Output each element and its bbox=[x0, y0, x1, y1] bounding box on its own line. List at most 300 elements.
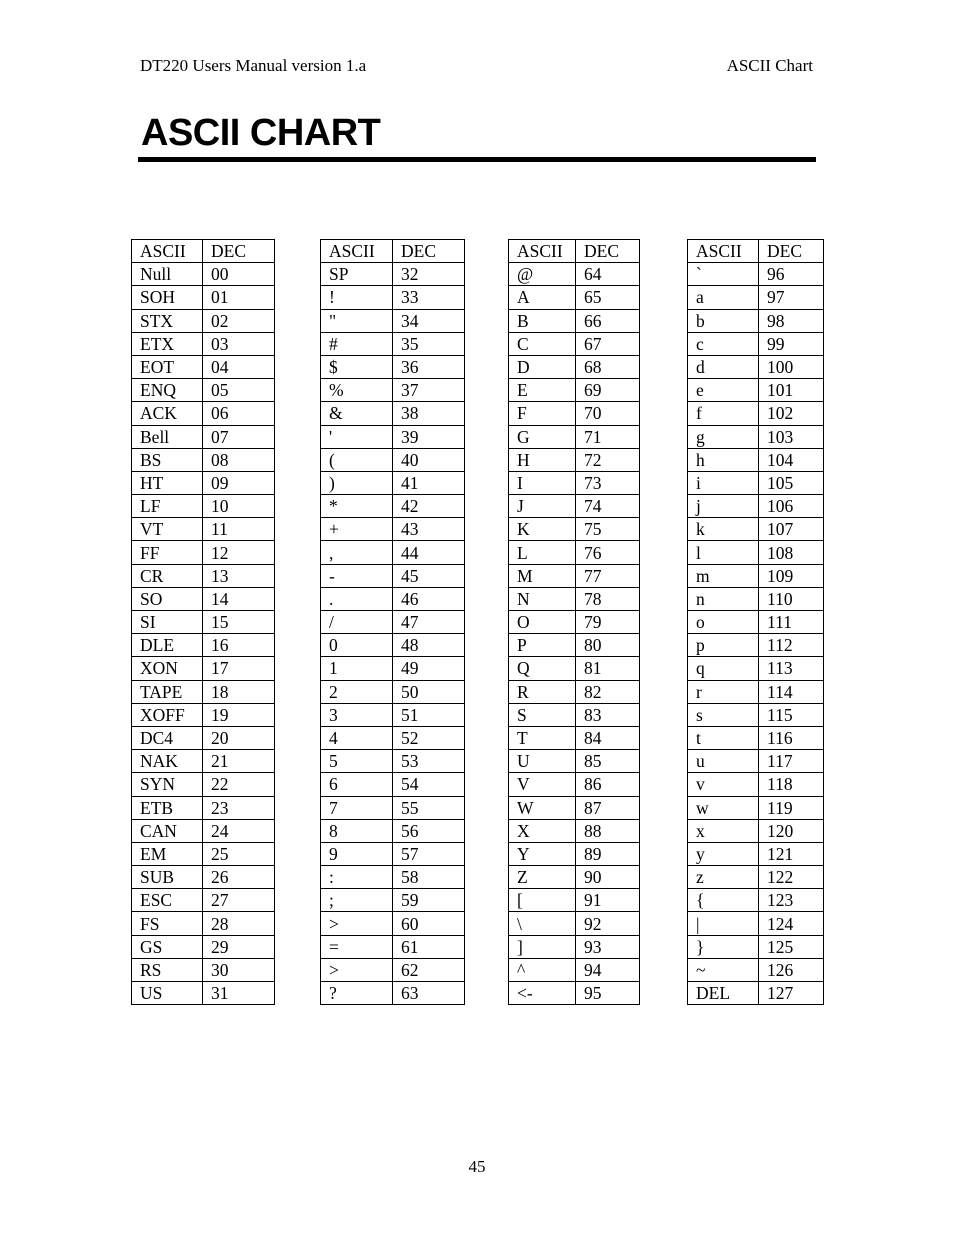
ascii-cell: U bbox=[509, 750, 576, 773]
table-row bbox=[132, 402, 275, 425]
table-row bbox=[132, 495, 275, 518]
table-row bbox=[321, 703, 465, 726]
table-row bbox=[688, 425, 824, 448]
table-row bbox=[688, 448, 824, 471]
ascii-cell: F bbox=[509, 402, 576, 425]
dec-cell: 100 bbox=[759, 355, 824, 378]
table-row bbox=[321, 402, 465, 425]
ascii-cell: } bbox=[688, 935, 759, 958]
dec-cell: 67 bbox=[576, 332, 640, 355]
table-row bbox=[509, 355, 640, 378]
dec-cell: 56 bbox=[393, 819, 465, 842]
ascii-table-4 bbox=[687, 239, 824, 1005]
dec-cell: 125 bbox=[759, 935, 824, 958]
ascii-table-3 bbox=[508, 239, 640, 1005]
dec-cell: 09 bbox=[203, 471, 275, 494]
table-row bbox=[509, 379, 640, 402]
dec-cell: 116 bbox=[759, 726, 824, 749]
dec-cell: 121 bbox=[759, 842, 824, 865]
table-row bbox=[509, 471, 640, 494]
dec-cell: 68 bbox=[576, 355, 640, 378]
ascii-cell: ( bbox=[321, 448, 393, 471]
ascii-cell: ETB bbox=[132, 796, 203, 819]
ascii-cell: M bbox=[509, 564, 576, 587]
table-row bbox=[509, 495, 640, 518]
dec-cell: 45 bbox=[393, 564, 465, 587]
table-row bbox=[509, 309, 640, 332]
ascii-cell: k bbox=[688, 518, 759, 541]
dec-cell: 34 bbox=[393, 309, 465, 332]
table-row bbox=[509, 958, 640, 981]
ascii-cell: & bbox=[321, 402, 393, 425]
table-row bbox=[321, 541, 465, 564]
ascii-cell: T bbox=[509, 726, 576, 749]
ascii-cell: DEL bbox=[688, 982, 759, 1005]
dec-cell: 53 bbox=[393, 750, 465, 773]
ascii-cell: O bbox=[509, 611, 576, 634]
ascii-cell: / bbox=[321, 611, 393, 634]
column-header-dec: DEC bbox=[393, 240, 465, 263]
table-row bbox=[132, 982, 275, 1005]
dec-cell: 30 bbox=[203, 958, 275, 981]
ascii-cell: j bbox=[688, 495, 759, 518]
table-row bbox=[132, 332, 275, 355]
ascii-cell: ~ bbox=[688, 958, 759, 981]
dec-cell: 46 bbox=[393, 587, 465, 610]
dec-cell: 82 bbox=[576, 680, 640, 703]
ascii-cell: g bbox=[688, 425, 759, 448]
table-row bbox=[132, 842, 275, 865]
column-header-ascii: ASCII bbox=[321, 240, 393, 263]
table-row bbox=[688, 402, 824, 425]
ascii-cell: 2 bbox=[321, 680, 393, 703]
dec-cell: 72 bbox=[576, 448, 640, 471]
dec-cell: 73 bbox=[576, 471, 640, 494]
dec-cell: 103 bbox=[759, 425, 824, 448]
dec-cell: 106 bbox=[759, 495, 824, 518]
table-row bbox=[509, 889, 640, 912]
ascii-cell: FF bbox=[132, 541, 203, 564]
dec-cell: 90 bbox=[576, 866, 640, 889]
ascii-cell: | bbox=[688, 912, 759, 935]
dec-cell: 35 bbox=[393, 332, 465, 355]
dec-cell: 43 bbox=[393, 518, 465, 541]
ascii-cell: " bbox=[321, 309, 393, 332]
dec-cell: 118 bbox=[759, 773, 824, 796]
dec-cell: 97 bbox=[759, 286, 824, 309]
ascii-cell: STX bbox=[132, 309, 203, 332]
dec-cell: 49 bbox=[393, 657, 465, 680]
dec-cell: 87 bbox=[576, 796, 640, 819]
ascii-cell: SYN bbox=[132, 773, 203, 796]
table-row bbox=[321, 982, 465, 1005]
dec-cell: 111 bbox=[759, 611, 824, 634]
table-row bbox=[509, 726, 640, 749]
dec-cell: 115 bbox=[759, 703, 824, 726]
dec-cell: 79 bbox=[576, 611, 640, 634]
dec-cell: 15 bbox=[203, 611, 275, 634]
ascii-cell: C bbox=[509, 332, 576, 355]
table-row bbox=[132, 471, 275, 494]
table-row bbox=[132, 355, 275, 378]
table-row bbox=[321, 958, 465, 981]
ascii-cell: . bbox=[321, 587, 393, 610]
dec-cell: 42 bbox=[393, 495, 465, 518]
ascii-cell: \ bbox=[509, 912, 576, 935]
column-header-dec: DEC bbox=[203, 240, 275, 263]
ascii-cell: ) bbox=[321, 471, 393, 494]
dec-cell: 60 bbox=[393, 912, 465, 935]
table-row bbox=[509, 680, 640, 703]
table-row bbox=[321, 564, 465, 587]
table-row bbox=[509, 332, 640, 355]
dec-cell: 50 bbox=[393, 680, 465, 703]
table-row bbox=[509, 587, 640, 610]
ascii-cell: N bbox=[509, 587, 576, 610]
table-row bbox=[132, 263, 275, 286]
table-row bbox=[688, 611, 824, 634]
ascii-cell: q bbox=[688, 657, 759, 680]
ascii-cell: Null bbox=[132, 263, 203, 286]
dec-cell: 18 bbox=[203, 680, 275, 703]
table-row bbox=[132, 448, 275, 471]
ascii-cell: u bbox=[688, 750, 759, 773]
ascii-cell: a bbox=[688, 286, 759, 309]
dec-cell: 19 bbox=[203, 703, 275, 726]
dec-cell: 25 bbox=[203, 842, 275, 865]
table-row bbox=[688, 309, 824, 332]
table-row bbox=[688, 634, 824, 657]
ascii-cell: Z bbox=[509, 866, 576, 889]
table-row bbox=[321, 448, 465, 471]
dec-cell: 123 bbox=[759, 889, 824, 912]
table-row bbox=[688, 773, 824, 796]
table-row bbox=[132, 819, 275, 842]
table-row bbox=[132, 889, 275, 912]
ascii-cell: ? bbox=[321, 982, 393, 1005]
ascii-cell: W bbox=[509, 796, 576, 819]
page-number: 45 bbox=[468, 1157, 486, 1176]
dec-cell: 65 bbox=[576, 286, 640, 309]
ascii-cell: o bbox=[688, 611, 759, 634]
ascii-cell: XOFF bbox=[132, 703, 203, 726]
table-row bbox=[321, 750, 465, 773]
dec-cell: 84 bbox=[576, 726, 640, 749]
dec-cell: 55 bbox=[393, 796, 465, 819]
table-row bbox=[688, 332, 824, 355]
dec-cell: 92 bbox=[576, 912, 640, 935]
ascii-cell: 0 bbox=[321, 634, 393, 657]
table-header-row bbox=[688, 240, 824, 263]
table-row bbox=[509, 842, 640, 865]
table-row bbox=[321, 611, 465, 634]
table-row bbox=[688, 518, 824, 541]
table-row bbox=[132, 935, 275, 958]
ascii-cell: ; bbox=[321, 889, 393, 912]
table-row bbox=[688, 982, 824, 1005]
dec-cell: 24 bbox=[203, 819, 275, 842]
ascii-cell: US bbox=[132, 982, 203, 1005]
dec-cell: 07 bbox=[203, 425, 275, 448]
ascii-cell: ! bbox=[321, 286, 393, 309]
table-row bbox=[509, 286, 640, 309]
dec-cell: 95 bbox=[576, 982, 640, 1005]
table-row bbox=[509, 448, 640, 471]
dec-cell: 32 bbox=[393, 263, 465, 286]
ascii-cell: 7 bbox=[321, 796, 393, 819]
table-row bbox=[509, 703, 640, 726]
ascii-cell: P bbox=[509, 634, 576, 657]
table-row bbox=[688, 866, 824, 889]
ascii-cell: n bbox=[688, 587, 759, 610]
ascii-cell: Y bbox=[509, 842, 576, 865]
table-row bbox=[509, 912, 640, 935]
dec-cell: 76 bbox=[576, 541, 640, 564]
ascii-cell: HT bbox=[132, 471, 203, 494]
dec-cell: 119 bbox=[759, 796, 824, 819]
table-row bbox=[321, 866, 465, 889]
dec-cell: 40 bbox=[393, 448, 465, 471]
table-row bbox=[688, 703, 824, 726]
table-row bbox=[321, 286, 465, 309]
dec-cell: 21 bbox=[203, 750, 275, 773]
ascii-cell: A bbox=[509, 286, 576, 309]
table-row bbox=[321, 796, 465, 819]
ascii-cell: B bbox=[509, 309, 576, 332]
ascii-cell: 9 bbox=[321, 842, 393, 865]
table-row bbox=[688, 958, 824, 981]
dec-cell: 102 bbox=[759, 402, 824, 425]
ascii-cell: S bbox=[509, 703, 576, 726]
dec-cell: 89 bbox=[576, 842, 640, 865]
dec-cell: 04 bbox=[203, 355, 275, 378]
table-row bbox=[132, 773, 275, 796]
dec-cell: 26 bbox=[203, 866, 275, 889]
ascii-cell: v bbox=[688, 773, 759, 796]
dec-cell: 11 bbox=[203, 518, 275, 541]
table-row bbox=[132, 680, 275, 703]
ascii-cell: TAPE bbox=[132, 680, 203, 703]
ascii-cell: @ bbox=[509, 263, 576, 286]
dec-cell: 47 bbox=[393, 611, 465, 634]
dec-cell: 44 bbox=[393, 541, 465, 564]
table-row bbox=[688, 935, 824, 958]
table-row bbox=[509, 518, 640, 541]
table-row bbox=[321, 842, 465, 865]
table-row bbox=[688, 379, 824, 402]
dec-cell: 12 bbox=[203, 541, 275, 564]
ascii-cell: G bbox=[509, 425, 576, 448]
table-row bbox=[132, 958, 275, 981]
ascii-cell: GS bbox=[132, 935, 203, 958]
dec-cell: 06 bbox=[203, 402, 275, 425]
dec-cell: 78 bbox=[576, 587, 640, 610]
table-row bbox=[321, 819, 465, 842]
table-row bbox=[132, 726, 275, 749]
dec-cell: 03 bbox=[203, 332, 275, 355]
ascii-cell: l bbox=[688, 541, 759, 564]
table-row bbox=[321, 680, 465, 703]
table-row bbox=[688, 842, 824, 865]
ascii-cell: DLE bbox=[132, 634, 203, 657]
table-row bbox=[321, 355, 465, 378]
dec-cell: 41 bbox=[393, 471, 465, 494]
ascii-cell: : bbox=[321, 866, 393, 889]
table-row bbox=[132, 379, 275, 402]
ascii-cell: $ bbox=[321, 355, 393, 378]
ascii-cell: 3 bbox=[321, 703, 393, 726]
dec-cell: 80 bbox=[576, 634, 640, 657]
dec-cell: 33 bbox=[393, 286, 465, 309]
table-row bbox=[321, 518, 465, 541]
table-row bbox=[321, 425, 465, 448]
ascii-cell: 6 bbox=[321, 773, 393, 796]
table-row bbox=[321, 309, 465, 332]
dec-cell: 69 bbox=[576, 379, 640, 402]
table-row bbox=[321, 495, 465, 518]
ascii-cell: % bbox=[321, 379, 393, 402]
ascii-cell: + bbox=[321, 518, 393, 541]
table-row bbox=[132, 309, 275, 332]
table-row bbox=[321, 773, 465, 796]
dec-cell: 48 bbox=[393, 634, 465, 657]
table-row bbox=[509, 819, 640, 842]
ascii-cell: ACK bbox=[132, 402, 203, 425]
dec-cell: 29 bbox=[203, 935, 275, 958]
table-row bbox=[688, 587, 824, 610]
table-row bbox=[688, 286, 824, 309]
ascii-cell: <- bbox=[509, 982, 576, 1005]
dec-cell: 16 bbox=[203, 634, 275, 657]
table-row bbox=[688, 750, 824, 773]
dec-cell: 62 bbox=[393, 958, 465, 981]
ascii-cell: SO bbox=[132, 587, 203, 610]
table-row bbox=[132, 587, 275, 610]
ascii-cell: ENQ bbox=[132, 379, 203, 402]
dec-cell: 110 bbox=[759, 587, 824, 610]
dec-cell: 23 bbox=[203, 796, 275, 819]
table-row bbox=[321, 634, 465, 657]
dec-cell: 108 bbox=[759, 541, 824, 564]
ascii-table-1 bbox=[131, 239, 275, 1005]
dec-cell: 83 bbox=[576, 703, 640, 726]
ascii-cell: V bbox=[509, 773, 576, 796]
ascii-cell: DC4 bbox=[132, 726, 203, 749]
table-row bbox=[132, 657, 275, 680]
table-row bbox=[321, 889, 465, 912]
dec-cell: 66 bbox=[576, 309, 640, 332]
ascii-cell: e bbox=[688, 379, 759, 402]
dec-cell: 70 bbox=[576, 402, 640, 425]
dec-cell: 51 bbox=[393, 703, 465, 726]
ascii-cell: 8 bbox=[321, 819, 393, 842]
table-row bbox=[132, 425, 275, 448]
dec-cell: 14 bbox=[203, 587, 275, 610]
dec-cell: 39 bbox=[393, 425, 465, 448]
table-row bbox=[509, 750, 640, 773]
table-row bbox=[509, 773, 640, 796]
dec-cell: 117 bbox=[759, 750, 824, 773]
table-row bbox=[321, 726, 465, 749]
table-row bbox=[509, 541, 640, 564]
ascii-table-2 bbox=[320, 239, 465, 1005]
table-header-row bbox=[509, 240, 640, 263]
dec-cell: 93 bbox=[576, 935, 640, 958]
table-row bbox=[321, 587, 465, 610]
column-header-dec: DEC bbox=[576, 240, 640, 263]
table-row bbox=[321, 935, 465, 958]
ascii-cell: E bbox=[509, 379, 576, 402]
dec-cell: 101 bbox=[759, 379, 824, 402]
table-row bbox=[132, 866, 275, 889]
dec-cell: 38 bbox=[393, 402, 465, 425]
running-header-right: ASCII Chart bbox=[726, 56, 813, 75]
ascii-cell: EOT bbox=[132, 355, 203, 378]
ascii-cell: SOH bbox=[132, 286, 203, 309]
ascii-cell: b bbox=[688, 309, 759, 332]
dec-cell: 81 bbox=[576, 657, 640, 680]
ascii-cell: Q bbox=[509, 657, 576, 680]
table-row bbox=[509, 263, 640, 286]
ascii-cell: ETX bbox=[132, 332, 203, 355]
table-row bbox=[132, 564, 275, 587]
ascii-cell: ESC bbox=[132, 889, 203, 912]
dec-cell: 74 bbox=[576, 495, 640, 518]
ascii-cell: I bbox=[509, 471, 576, 494]
table-row bbox=[688, 680, 824, 703]
column-header-ascii: ASCII bbox=[132, 240, 203, 263]
table-row bbox=[509, 564, 640, 587]
running-header-left: DT220 Users Manual version 1.a bbox=[140, 56, 367, 75]
ascii-cell: c bbox=[688, 332, 759, 355]
ascii-cell: 4 bbox=[321, 726, 393, 749]
page-title: ASCII CHART bbox=[141, 112, 381, 154]
ascii-cell: i bbox=[688, 471, 759, 494]
ascii-cell: CR bbox=[132, 564, 203, 587]
ascii-cell: L bbox=[509, 541, 576, 564]
ascii-cell: h bbox=[688, 448, 759, 471]
table-row bbox=[132, 634, 275, 657]
table-row bbox=[321, 471, 465, 494]
ascii-cell: SUB bbox=[132, 866, 203, 889]
table-row bbox=[509, 982, 640, 1005]
table-row bbox=[509, 402, 640, 425]
dec-cell: 57 bbox=[393, 842, 465, 865]
ascii-cell: z bbox=[688, 866, 759, 889]
title-underline bbox=[138, 157, 816, 162]
table-row bbox=[132, 541, 275, 564]
dec-cell: 05 bbox=[203, 379, 275, 402]
table-header-row bbox=[321, 240, 465, 263]
dec-cell: 71 bbox=[576, 425, 640, 448]
ascii-cell: - bbox=[321, 564, 393, 587]
table-row bbox=[132, 750, 275, 773]
ascii-cell: x bbox=[688, 819, 759, 842]
ascii-cell: , bbox=[321, 541, 393, 564]
ascii-cell: ] bbox=[509, 935, 576, 958]
dec-cell: 98 bbox=[759, 309, 824, 332]
table-row bbox=[321, 332, 465, 355]
dec-cell: 36 bbox=[393, 355, 465, 378]
dec-cell: 107 bbox=[759, 518, 824, 541]
dec-cell: 52 bbox=[393, 726, 465, 749]
table-row bbox=[688, 912, 824, 935]
ascii-cell: CAN bbox=[132, 819, 203, 842]
ascii-cell: X bbox=[509, 819, 576, 842]
ascii-cell: K bbox=[509, 518, 576, 541]
dec-cell: 00 bbox=[203, 263, 275, 286]
dec-cell: 96 bbox=[759, 263, 824, 286]
